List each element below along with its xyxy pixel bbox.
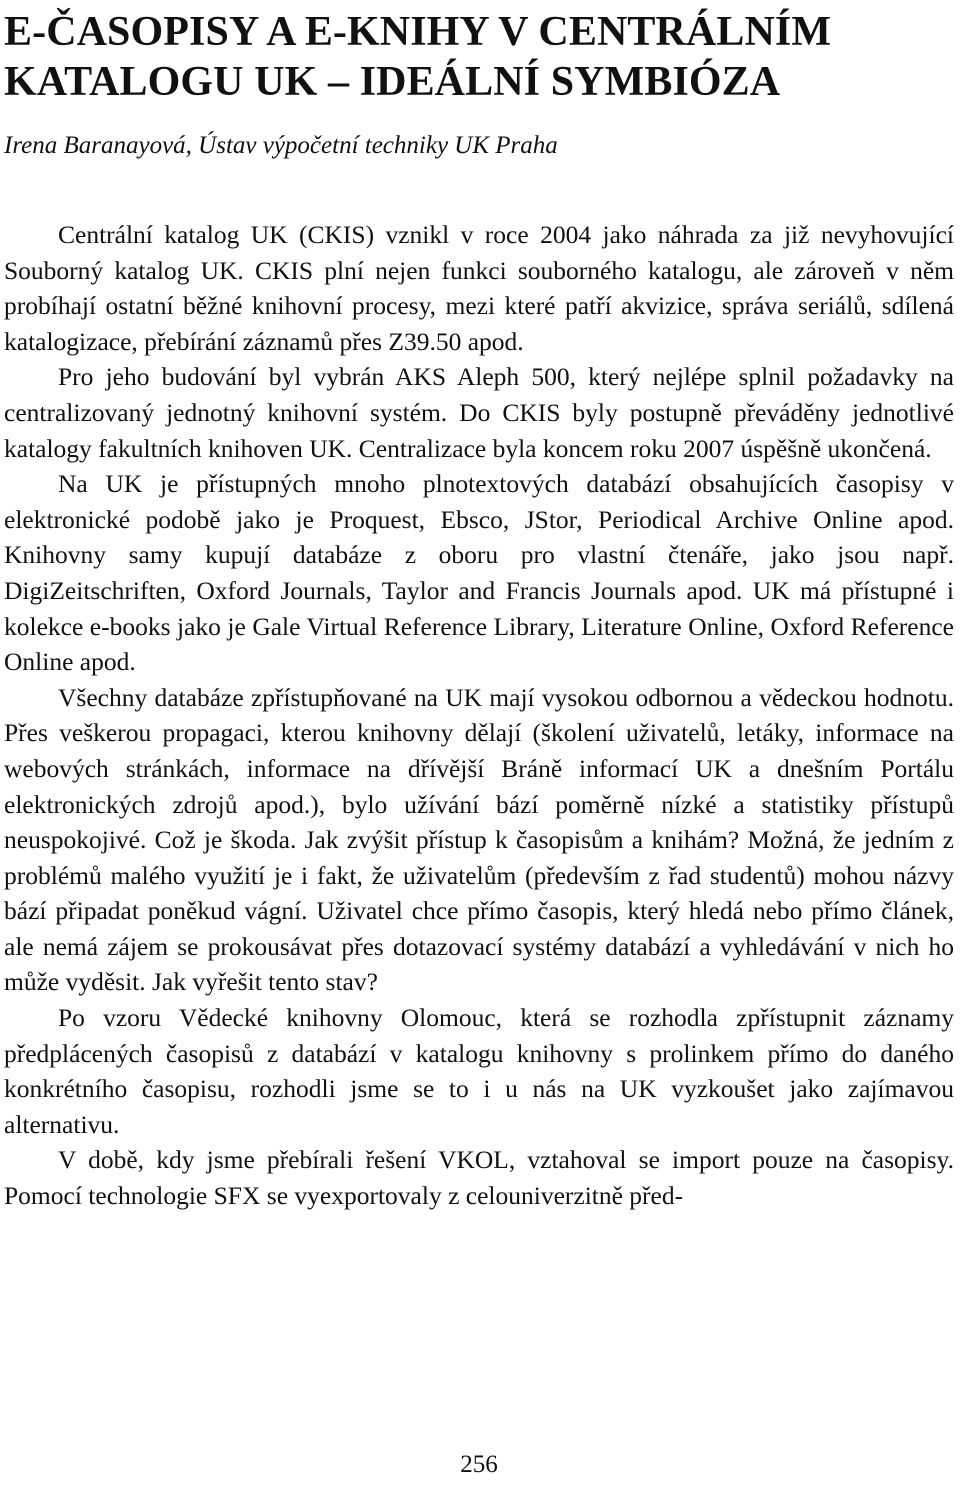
- paragraph: Po vzoru Vědecké knihovny Olomouc, která se rozhodla zpřístupnit záznamy předplácených časopisů z databází v katalogu knihovny s prolinkem přímo do daného konkrétního časopisu, rozhodli jsme se to i u nás na UK vyzkoušet jako zajímavou alternativu.: [4, 1003, 954, 1139]
- paragraph: Centrální katalog UK (CKIS) vznikl v roce 2004 jako náhrada za již nevyhovující Souborný katalog UK. CKIS plní nejen funkci souborného katalogu, ale zároveň v něm probíhají ostatní běžné knihovní procesy, mezi které patří akvizice, správa seriálů, sdílená katalogizace, přebírání záznamů přes Z39.50 apod.: [4, 220, 954, 356]
- article-title: E-ČASOPISY A E-KNIHY V CENTRÁLNÍM KATALOGU UK – IDEÁLNÍ SYMBIÓZA: [4, 9, 832, 105]
- page-number: 256: [460, 1451, 498, 1478]
- document-page: [4, 0, 954, 1485]
- article-body: [4, 217, 954, 1214]
- paragraph: Na UK je přístupných mnoho plnotextových databází obsahujících časopisy v elektronické podobě jako je Proquest, Ebsco, JStor, Periodical Archive Online apod. Knihovny samy kupují databáze z oboru pro vlastní čtenáře, jako jsou např. DigiZeitschriften, Oxford Journals, Taylor and Francis Journals apod. UK má přístupné i kolekce e-books jako je Gale Virtual Reference Library, Literature Online, Oxford Reference Online apod.: [4, 469, 954, 677]
- paragraph: Pro jeho budování byl vybrán AKS Aleph 500, který nejlépe splnil požadavky na centralizovaný jednotný knihovní systém. Do CKIS byly postupně převáděny jednotlivé katalogy fakultních knihoven UK. Centralizace byla koncem roku 2007 úspěšně ukončená.: [4, 362, 954, 463]
- paragraph: Všechny databáze zpřístupňované na UK mají vysokou odbornou a vědeckou hodnotu. Přes veškerou propagaci, kterou knihovny dělají (školení uživatelů, letáky, informace na webových stránkách, informace na dřívější Bráně informací UK a dnešním Portálu elektronických zdrojů apod.), bylo užívání bází poměrně nízké a statistiky přístupů neuspokojivé. Což je škoda. Jak zvýšit přístup k časopisům a knihám? Možná, že jedním z problémů malého využití je i fakt, že uživatelům (především z řad studentů) mohou názvy bází připadat poněkud vágní. Uživatel chce přímo časopis, který hledá nebo přímo článek, ale nemá zájem se prokousávat přes dotazovací systémy databází a vyhledávání v nich ho může vyděsit. Jak vyřešit tento stav?: [4, 682, 954, 997]
- article-author: Irena Baranayová, Ústav výpočetní techniky UK Praha: [4, 132, 558, 159]
- paragraph: V době, kdy jsme přebírali řešení VKOL, vztahoval se import pouze na časopisy. Pomocí technologie SFX se vyexportovaly z celouniverzitně před-: [4, 1145, 954, 1211]
